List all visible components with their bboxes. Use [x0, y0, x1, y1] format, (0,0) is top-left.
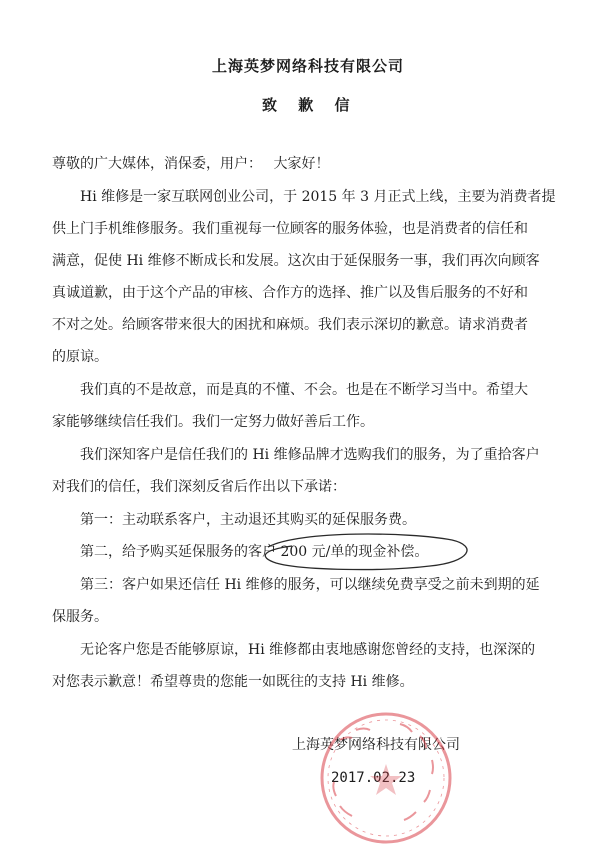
- body-line: 对我们的信任，我们深刻反省后作出以下承诺：: [52, 479, 346, 495]
- body-line: 不对之处。给顾客带来很大的困扰和麻烦。我们表示深切的歉意。请求消费者: [52, 317, 528, 333]
- body-line: 真诚道歉，由于这个产品的审核、合作方的选择、推广以及售后服务的不好和: [52, 285, 528, 301]
- body-line: 的原谅。: [52, 349, 108, 365]
- commitment-item: 保服务。: [52, 609, 108, 625]
- salutation: 尊敬的广大媒体，消保委，用户： 大家好！: [52, 156, 330, 172]
- letter-header-company: 上海英梦网络科技有限公司: [212, 57, 405, 75]
- body-line: 家能够继续信任我们。我们一定努力做好善后工作。: [52, 414, 374, 430]
- body-line: 我们真的不是故意，而是真的不懂、不会。也是在不断学习当中。希望大: [80, 382, 528, 398]
- body-line: 对您表示歉意！希望尊贵的您能一如既往的支持 Hi 维修。: [52, 674, 414, 690]
- body-line: 我们深知客户是信任我们的 Hi 维修品牌才选购我们的服务，为了重拾客户: [80, 447, 540, 463]
- commitment-item: 第一：主动联系客户，主动退还其购买的延保服务费。: [80, 512, 416, 528]
- body-line: 供上门手机维修服务。我们重视每一位顾客的服务体验，也是消费者的信任和: [52, 221, 528, 237]
- signature-date: 2017.02.23: [331, 770, 416, 786]
- commitment-item: 第三：客户如果还信任 Hi 维修的服务，可以继续免费享受之前未到期的延: [80, 577, 540, 593]
- letter-title: 致 歉 信: [262, 96, 358, 114]
- signature-company: 上海英梦网络科技有限公司: [292, 737, 460, 753]
- body-line: 满意，促使 Hi 维修不断成长和发展。这次由于延保服务一事，我们再次向顾客: [52, 253, 540, 269]
- body-line: 无论客户您是否能够原谅，Hi 维修都由衷地感谢您曾经的支持，也深深的: [80, 642, 536, 658]
- commitment-item: 第二，给予购买延保服务的客户 200 元/单的现金补偿。: [80, 544, 429, 560]
- body-line: Hi 维修是一家互联网创业公司，于 2015 年 3 月正式上线，主要为消费者提: [80, 189, 556, 205]
